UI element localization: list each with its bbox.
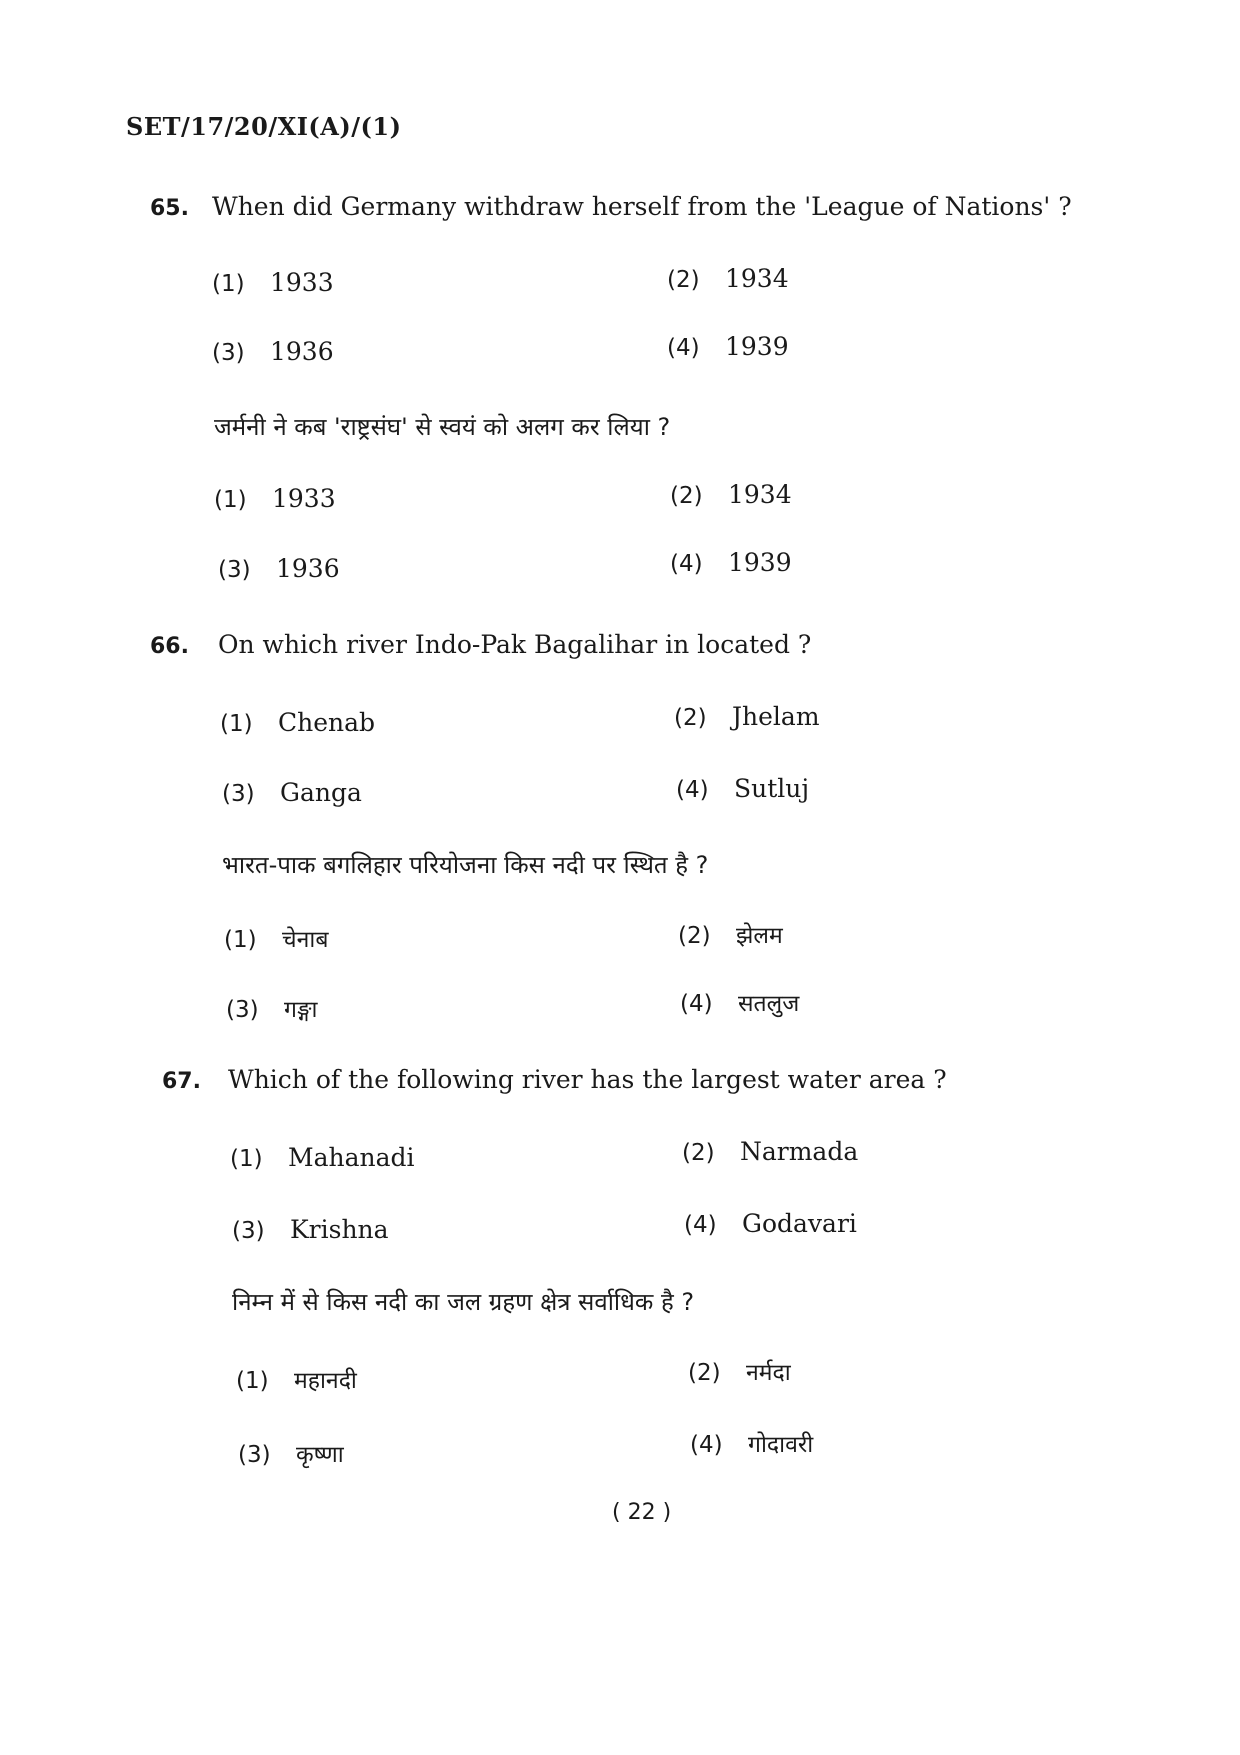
option-3 [232, 1215, 389, 1244]
option-1-hindi [214, 484, 336, 513]
option-2-hindi [670, 480, 792, 509]
question-text-hindi: जर्मनी ने कब 'राष्ट्रसंघ' से स्वयं को अलग कर लिया ? [214, 413, 671, 441]
option-number: (2) [667, 267, 700, 293]
option-2-hindi [688, 1355, 791, 1387]
option-3 [222, 778, 362, 807]
option-number: (2) [678, 923, 711, 949]
option-4 [667, 332, 789, 361]
option-3-hindi [218, 554, 340, 583]
question-text-hindi: निम्न में से किस नदी का जल ग्रहण क्षेत्र सर्वाधिक है ? [232, 1288, 695, 1316]
option-number: (4) [684, 1212, 717, 1238]
option-text: Ganga [280, 778, 362, 807]
option-text: 1939 [728, 548, 792, 577]
option-text: महानदी [294, 1368, 357, 1394]
option-2 [682, 1137, 858, 1166]
option-number: (4) [680, 991, 713, 1017]
option-1-hindi [224, 922, 328, 954]
option-text: Mahanadi [288, 1143, 415, 1172]
option-1 [230, 1143, 415, 1172]
option-text: Sutluj [734, 774, 810, 803]
option-text: Jhelam [732, 702, 820, 731]
question-head [150, 1065, 1150, 1105]
option-4 [676, 774, 809, 803]
option-text: Narmada [740, 1137, 859, 1166]
option-number: (1) [224, 927, 257, 953]
option-text: 1934 [728, 480, 792, 509]
option-number: (3) [218, 557, 251, 583]
page-number: ( 22 ) [612, 1500, 672, 1525]
option-1 [212, 268, 334, 297]
option-4 [684, 1209, 857, 1238]
option-number: (1) [212, 271, 245, 297]
option-3-hindi [238, 1437, 344, 1469]
option-2 [674, 702, 820, 731]
option-number: (1) [236, 1368, 269, 1394]
option-2-hindi [678, 918, 783, 950]
option-4-hindi [690, 1427, 813, 1459]
option-number: (4) [667, 335, 700, 361]
option-text: 1934 [725, 264, 789, 293]
question-text-english: When did Germany withdraw herself from the 'League of Nations' ? [212, 192, 1072, 221]
option-number: (1) [220, 711, 253, 737]
option-3-hindi [226, 992, 317, 1024]
option-text: 1936 [270, 337, 334, 366]
option-number: (3) [232, 1218, 265, 1244]
option-number: (1) [230, 1146, 263, 1172]
question-number: 65. [150, 196, 189, 221]
option-4-hindi [670, 548, 792, 577]
option-number: (2) [688, 1360, 721, 1386]
option-1 [220, 708, 375, 737]
option-number: (4) [676, 777, 709, 803]
option-text: सतलुज [738, 991, 800, 1017]
option-text: Godavari [742, 1209, 857, 1238]
option-number: (1) [214, 487, 247, 513]
question-67 [150, 1065, 1150, 1495]
option-3 [212, 337, 334, 366]
option-text: चेनाब [282, 927, 329, 953]
option-text: कृष्णा [296, 1442, 344, 1468]
question-text-english: Which of the following river has the largest water area ? [228, 1065, 947, 1094]
question-head [150, 630, 1150, 670]
option-number: (3) [222, 781, 255, 807]
question-number: 67. [162, 1069, 201, 1094]
option-text: 1933 [270, 268, 334, 297]
option-4-hindi [680, 986, 799, 1018]
option-text: झेलम [736, 923, 783, 949]
option-number: (2) [682, 1140, 715, 1166]
option-number: (4) [690, 1432, 723, 1458]
option-2 [667, 264, 789, 293]
question-head [150, 192, 1150, 232]
option-number: (3) [212, 340, 245, 366]
option-text: 1933 [272, 484, 336, 513]
option-number: (3) [238, 1442, 271, 1468]
option-text: 1936 [276, 554, 340, 583]
question-65 [150, 192, 1150, 592]
question-66 [150, 630, 1150, 1040]
set-code: SET/17/20/XI(A)/(1) [126, 112, 402, 141]
option-text: Krishna [290, 1215, 389, 1244]
option-text: 1939 [725, 332, 789, 361]
option-text: नर्मदा [746, 1360, 791, 1386]
option-text: गोदावरी [748, 1432, 814, 1458]
option-number: (2) [674, 705, 707, 731]
question-text-hindi: भारत-पाक बगलिहार परियोजना किस नदी पर स्थित है ? [222, 851, 709, 879]
option-number: (2) [670, 483, 703, 509]
option-text: गङ्गा [284, 997, 318, 1023]
option-text: Chenab [278, 708, 376, 737]
question-text-english: On which river Indo-Pak Bagalihar in located ? [218, 630, 812, 659]
option-number: (3) [226, 997, 259, 1023]
option-number: (4) [670, 551, 703, 577]
option-1-hindi [236, 1363, 357, 1395]
question-number: 66. [150, 634, 189, 659]
